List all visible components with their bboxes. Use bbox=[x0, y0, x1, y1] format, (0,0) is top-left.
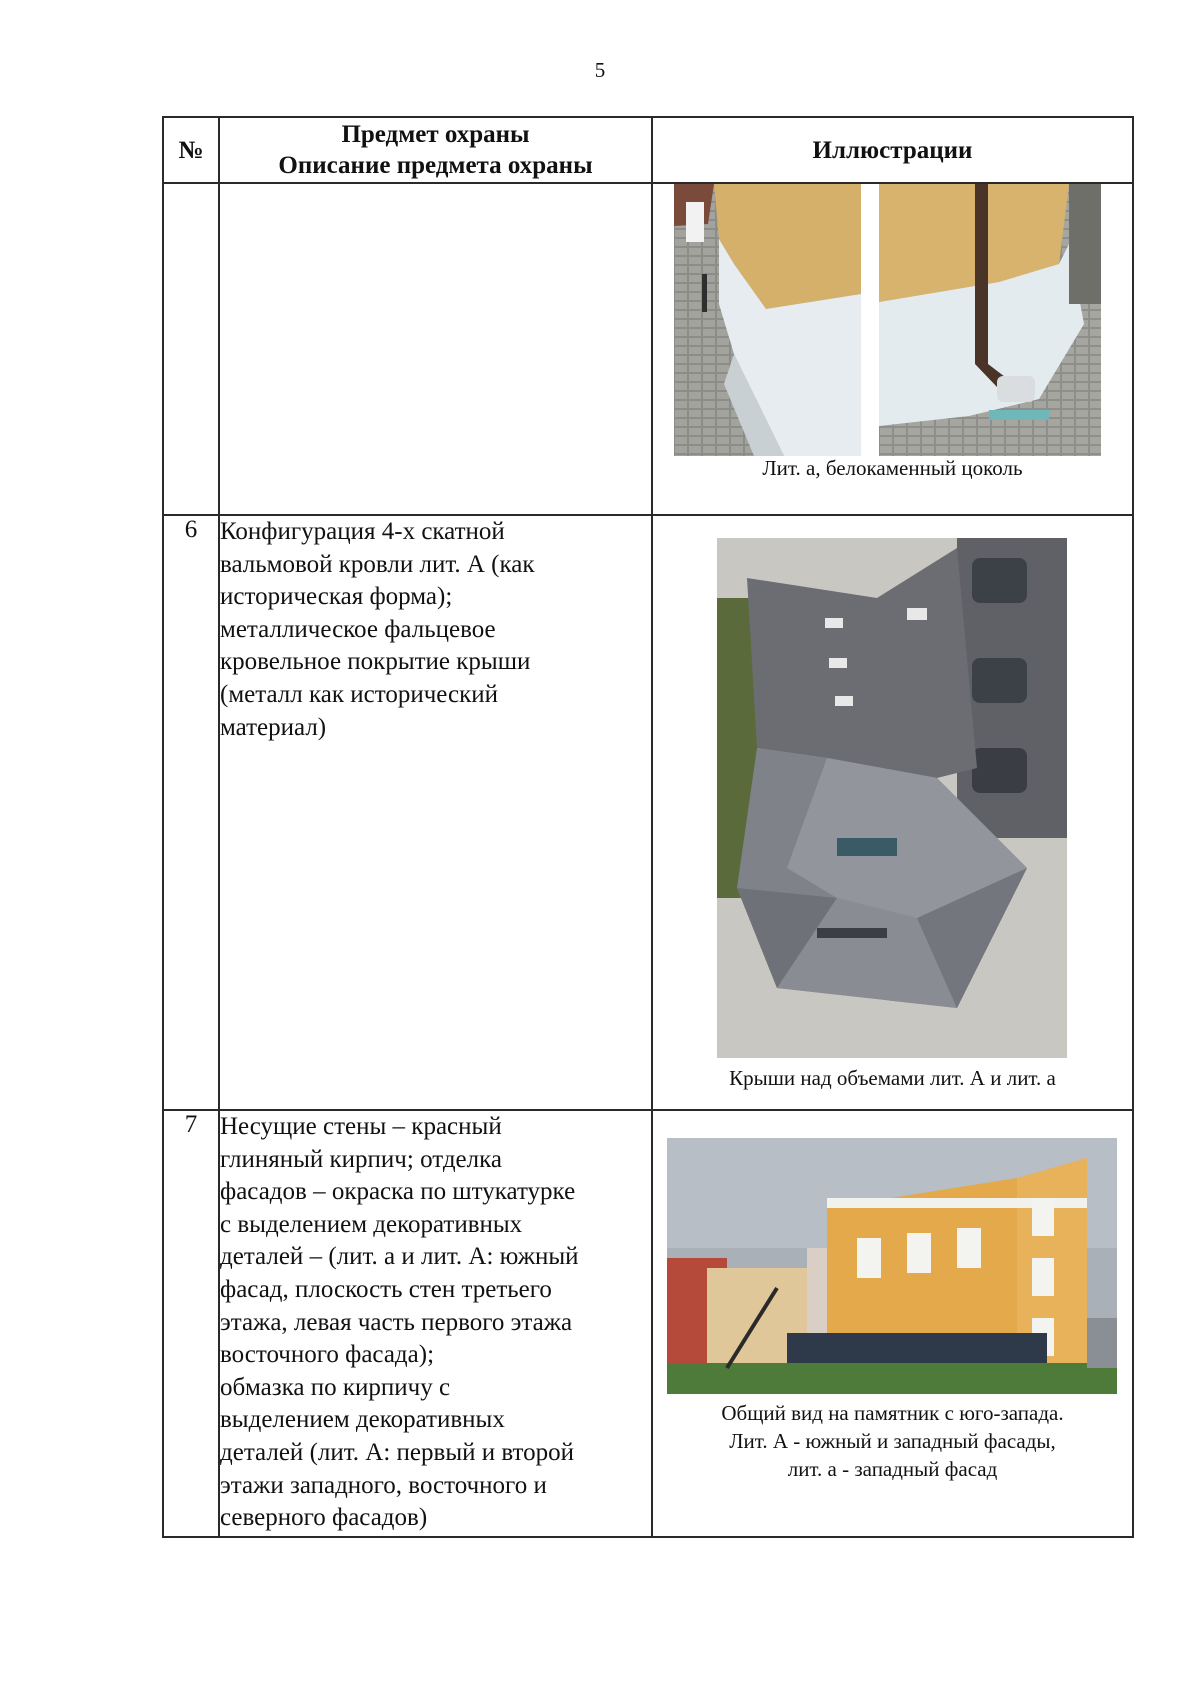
row-number bbox=[163, 183, 219, 515]
text-line: северного фасадов) bbox=[220, 1504, 428, 1532]
text-line: Крыши над объемами лит. А и лит. а bbox=[729, 1066, 1056, 1090]
row-illustration bbox=[652, 1110, 1133, 1537]
header-illustrations: Иллюстрации bbox=[652, 117, 1133, 183]
header-subject bbox=[219, 117, 652, 183]
text-line: историческая форма); bbox=[220, 583, 453, 611]
text-line: материал) bbox=[220, 713, 327, 741]
illustration-caption bbox=[653, 1399, 1132, 1483]
facade-photo bbox=[667, 1138, 1117, 1394]
text-line: восточного фасада); bbox=[220, 1341, 435, 1369]
text-line: обмазка по кирпичу с bbox=[220, 1373, 451, 1401]
protection-table bbox=[162, 116, 1134, 1538]
text-line: Лит. А - южный и западный фасады, bbox=[729, 1429, 1056, 1453]
text-line: фасад, плоскость стен третьего bbox=[220, 1275, 552, 1303]
header-subject-line2: Описание предмета охраны bbox=[278, 152, 593, 179]
plinth-photo-left bbox=[674, 184, 861, 456]
row-illustration bbox=[652, 183, 1133, 515]
text-line: этажи западного, восточного и bbox=[220, 1471, 547, 1499]
text-line: вальмовой кровли лит. А (как bbox=[220, 550, 535, 578]
header-number: № bbox=[163, 117, 219, 183]
text-line: лит. а - западный фасад bbox=[787, 1457, 998, 1481]
text-line: деталей – (лит. а и лит. А: южный bbox=[220, 1243, 579, 1271]
row-number: 6 bbox=[163, 515, 219, 1110]
illustration-caption bbox=[653, 1064, 1132, 1092]
text-line: фасадов – окраска по штукатурке bbox=[220, 1178, 576, 1206]
row-description bbox=[219, 183, 652, 515]
text-line: выделением декоративных bbox=[220, 1406, 505, 1434]
table-row bbox=[163, 515, 1133, 1110]
text-line: Общий вид на памятник с юго-запада. bbox=[721, 1401, 1064, 1425]
header-subject-line1: Предмет охраны bbox=[341, 121, 530, 148]
illustration-caption bbox=[653, 454, 1132, 482]
row-description bbox=[219, 515, 652, 1110]
text-line: деталей (лит. А: первый и второй bbox=[220, 1438, 575, 1466]
text-line: этажа, левая часть первого этажа bbox=[220, 1308, 573, 1336]
text-line: глиняный кирпич; отделка bbox=[220, 1145, 502, 1173]
table-row bbox=[163, 183, 1133, 515]
row-illustration bbox=[652, 515, 1133, 1110]
text-line: Конфигурация 4-х скатной bbox=[220, 518, 505, 545]
text-line: кровельное покрытие крыши bbox=[220, 648, 531, 676]
page-number: 5 bbox=[594, 58, 606, 82]
text-line: с выделением декоративных bbox=[220, 1210, 523, 1238]
plinth-photo-right bbox=[879, 184, 1101, 456]
table-row bbox=[163, 1110, 1133, 1537]
roof-aerial-photo bbox=[717, 538, 1067, 1058]
text-line: (металл как исторический bbox=[220, 680, 498, 708]
row-description bbox=[219, 1110, 652, 1537]
text-line: Несущие стены – красный bbox=[220, 1113, 502, 1140]
row-number: 7 bbox=[163, 1110, 219, 1537]
text-line: Лит. а, белокаменный цоколь bbox=[762, 456, 1023, 480]
text-line: металлическое фальцевое bbox=[220, 615, 496, 643]
table-header-row bbox=[163, 117, 1133, 183]
